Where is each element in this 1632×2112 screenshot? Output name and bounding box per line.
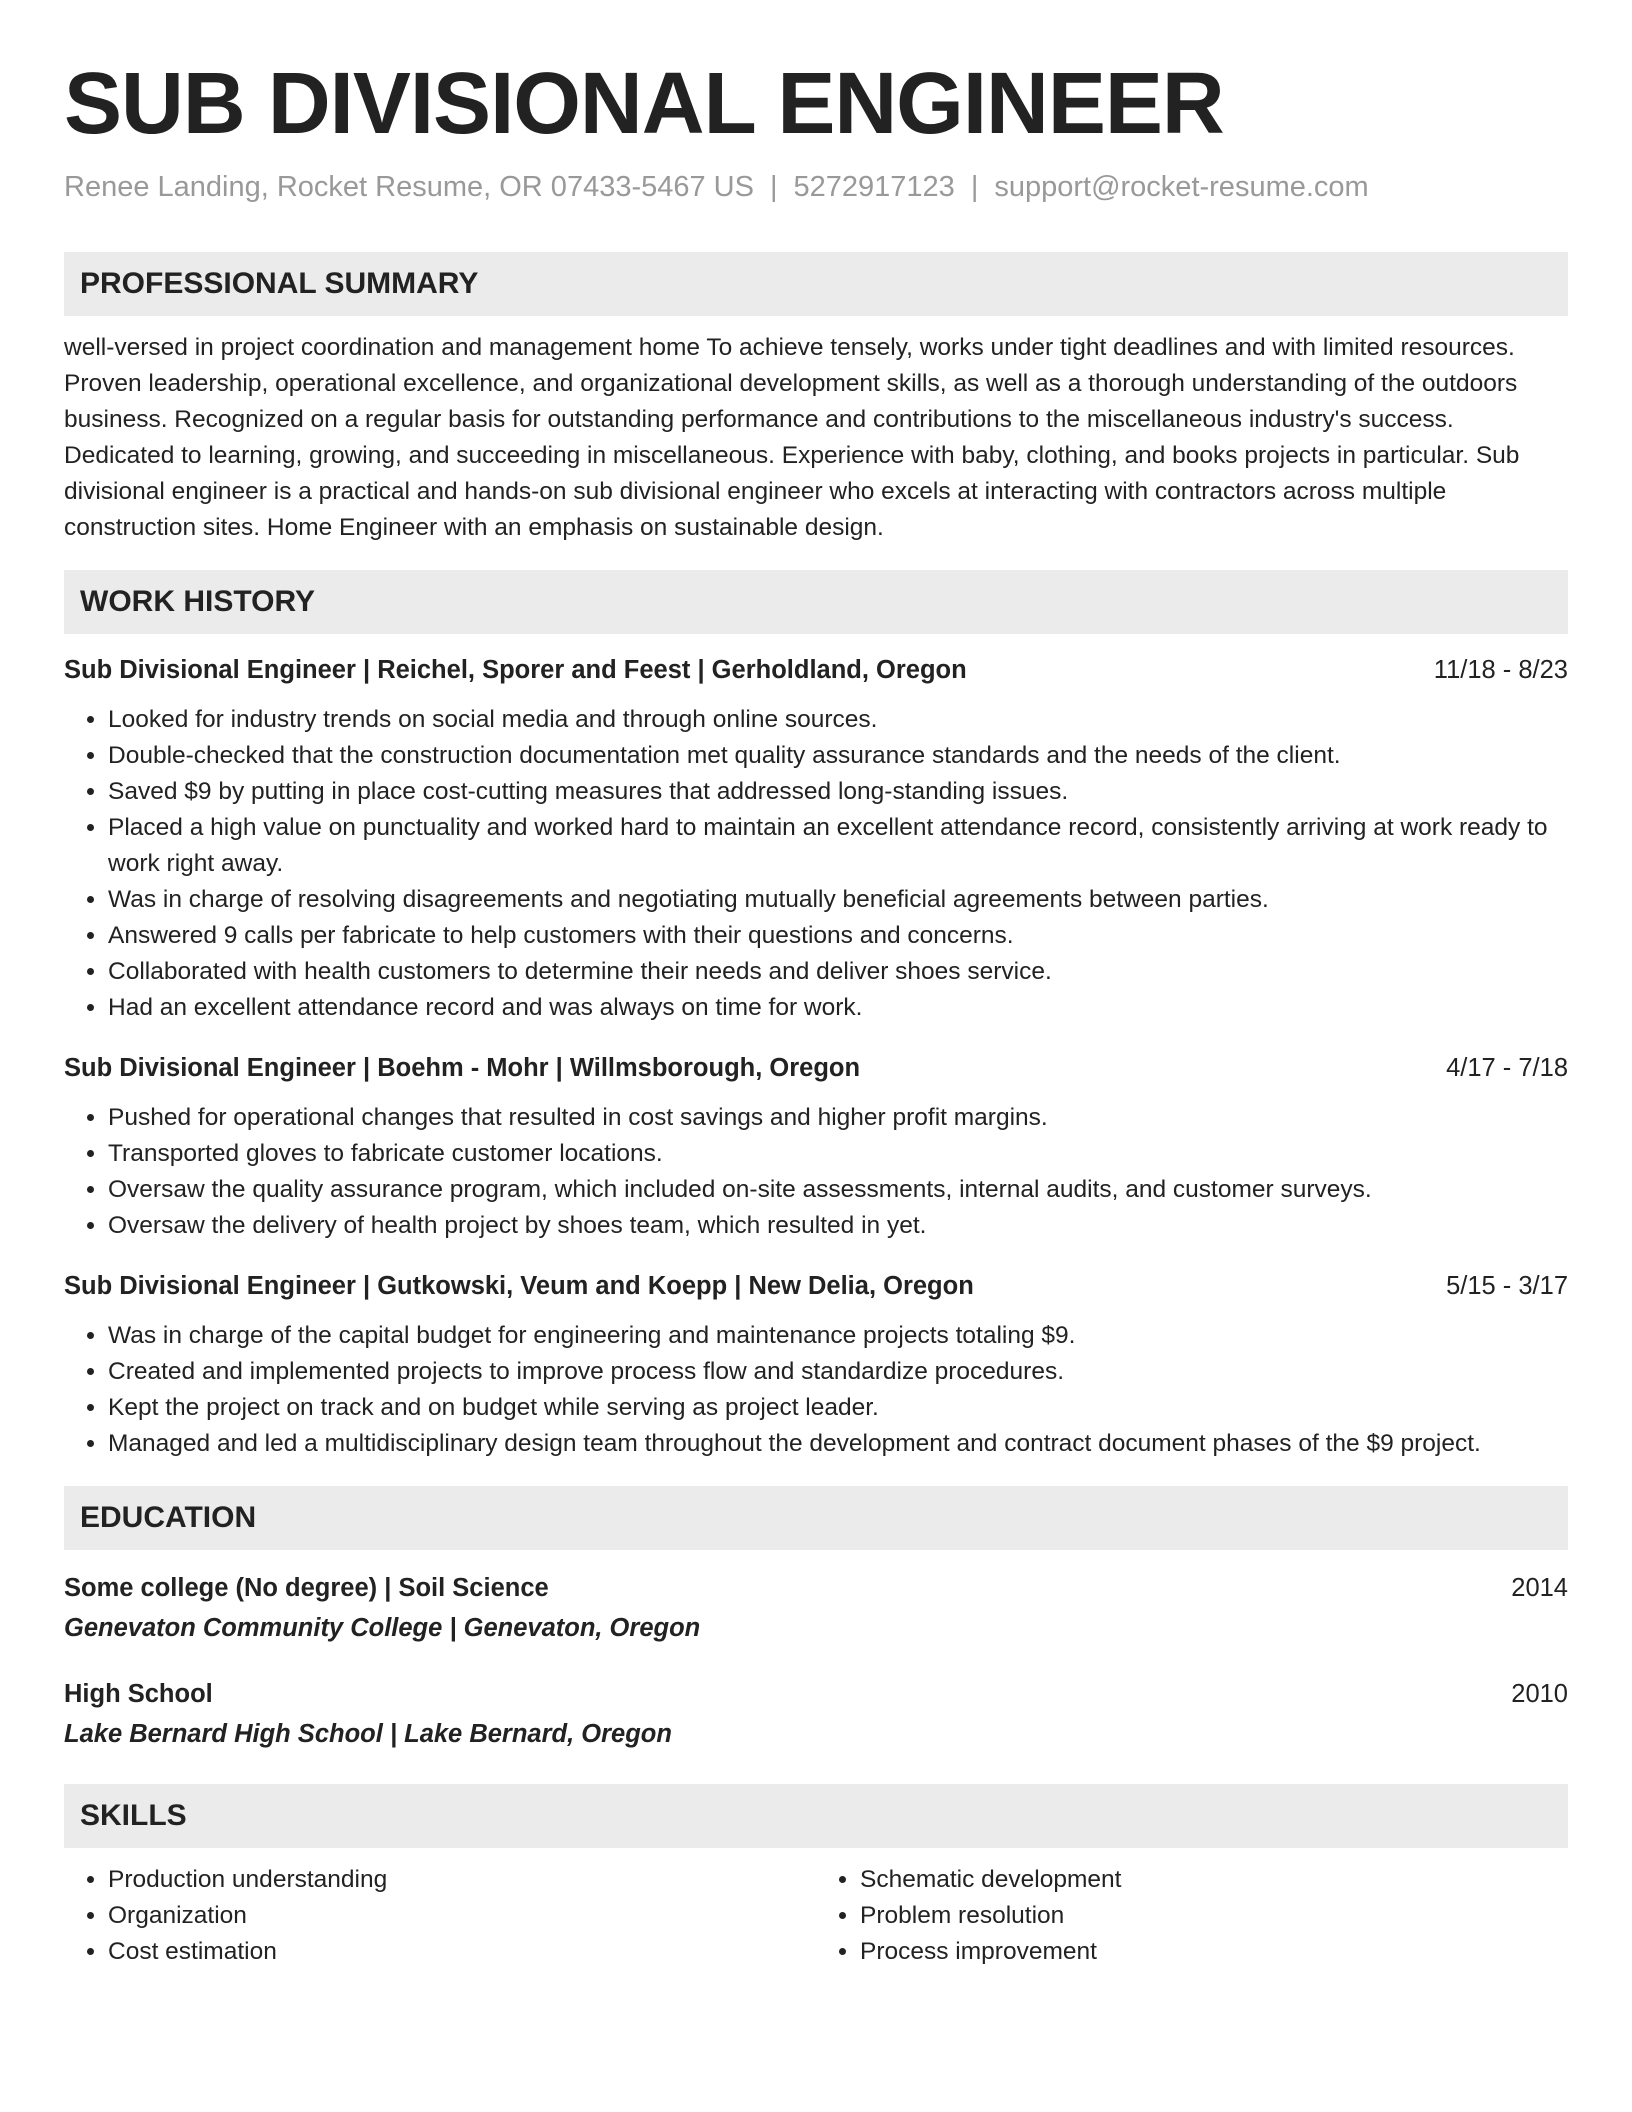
skills-column-left (64, 1862, 816, 1970)
list-item: • Managed and led a multidisciplinary design team throughout the development and contract document phases of the $9 project. (108, 1426, 1568, 1462)
list-item: • Placed a high value on punctuality and worked hard to maintain an excellent attendance record, consistently arriving at work ready to work right away. (108, 810, 1568, 882)
list-item: • Pushed for operational changes that resulted in cost savings and higher profit margins. (108, 1100, 1568, 1136)
job-entry (64, 1050, 1568, 1244)
skill-item: • Process improvement (860, 1934, 1568, 1970)
contact-line (64, 171, 1568, 204)
skill-item: • Cost estimation (108, 1934, 816, 1970)
job-title: Sub Divisional Engineer | Reichel, Sporer and Feest | Gerholdland, Oregon (64, 656, 967, 684)
skill-item: • Problem resolution (860, 1898, 1568, 1934)
job-title-row (64, 652, 1568, 688)
job-title: Sub Divisional Engineer | Boehm - Mohr | Willmsborough, Oregon (64, 1054, 861, 1082)
education-row (64, 1570, 1568, 1606)
education-row (64, 1676, 1568, 1712)
education-entry (64, 1676, 1568, 1752)
education-heading: EDUCATION (64, 1486, 1568, 1550)
list-item: • Answered 9 calls per fabricate to help customers with their questions and concerns. (108, 918, 1568, 954)
education-year: 2010 (1511, 1680, 1568, 1708)
education-degree: High School (64, 1680, 213, 1708)
summary-text: well-versed in project coordination and management home To achieve tensely, works under tight deadlines and with limited resources. Proven leadership, operational excellence, and organizational development skills, as well as a thorough understanding of the outdoors business. Recognized on a regular basis for outstanding performance and contributions to the miscellaneous industry's success. Dedicated to learning, growing, and succeeding in miscellaneous. Experience with baby, clothing, and books projects in particular. Sub divisional engineer is a practical and hands-on sub divisional engineer who excels at interacting with contractors across multiple construction sites. Home Engineer with an emphasis on sustainable design. (64, 334, 1520, 541)
education-school: Lake Bernard High School | Lake Bernard, Oregon (64, 1720, 672, 1748)
list-item: • Looked for industry trends on social media and through online sources. (108, 702, 1568, 738)
skill-item: • Production understanding (108, 1862, 816, 1898)
job-entry (64, 652, 1568, 1026)
skills-list (64, 1862, 1568, 1970)
job-bullets (64, 1100, 1568, 1244)
education-year: 2014 (1511, 1574, 1568, 1602)
contact-email: support@rocket-resume.com (994, 171, 1369, 203)
skills-heading: SKILLS (64, 1784, 1568, 1848)
skill-item: • Schematic development (860, 1862, 1568, 1898)
job-title: Sub Divisional Engineer | Gutkowski, Veum and Koepp | New Delia, Oregon (64, 1272, 974, 1300)
list-item: • Oversaw the quality assurance program, which included on-site assessments, internal audits, and customer surveys. (108, 1172, 1568, 1208)
education-degree: Some college (No degree) | Soil Science (64, 1574, 549, 1602)
list-item: • Oversaw the delivery of health project by shoes team, which resulted in yet. (108, 1208, 1568, 1244)
job-entry (64, 1268, 1568, 1462)
job-dates: 11/18 - 8/23 (1433, 656, 1568, 684)
job-dates: 4/17 - 7/18 (1446, 1054, 1568, 1082)
list-item: • Collaborated with health customers to determine their needs and deliver shoes service. (108, 954, 1568, 990)
job-dates: 5/15 - 3/17 (1446, 1272, 1568, 1300)
list-item: • Was in charge of the capital budget for engineering and maintenance projects totaling $9. (108, 1318, 1568, 1354)
education-school: Genevaton Community College | Genevaton, Oregon (64, 1614, 701, 1642)
list-item: • Was in charge of resolving disagreements and negotiating mutually beneficial agreements between parties. (108, 882, 1568, 918)
contact-separator: | (769, 171, 778, 203)
contact-address: Renee Landing, Rocket Resume, OR 07433-5467 US (64, 171, 754, 203)
job-bullets (64, 702, 1568, 1026)
list-item: • Transported gloves to fabricate customer locations. (108, 1136, 1568, 1172)
job-bullets (64, 1318, 1568, 1462)
job-title-row (64, 1268, 1568, 1304)
resume-title: SUB DIVISIONAL ENGINEER (64, 55, 1224, 152)
list-item: • Created and implemented projects to improve process flow and standardize procedures. (108, 1354, 1568, 1390)
list-item: • Saved $9 by putting in place cost-cutting measures that addressed long-standing issues. (108, 774, 1568, 810)
contact-separator: | (970, 171, 979, 203)
list-item: • Had an excellent attendance record and was always on time for work. (108, 990, 1568, 1026)
skill-item: • Organization (108, 1898, 816, 1934)
work-history-heading: WORK HISTORY (64, 570, 1568, 634)
summary-heading: PROFESSIONAL SUMMARY (64, 252, 1568, 316)
skills-column-right (816, 1862, 1568, 1970)
job-title-row (64, 1050, 1568, 1086)
list-item: • Double-checked that the construction documentation met quality assurance standards and the needs of the client. (108, 738, 1568, 774)
list-item: • Kept the project on track and on budget while serving as project leader. (108, 1390, 1568, 1426)
education-entry (64, 1570, 1568, 1646)
contact-phone: 5272917123 (793, 171, 955, 203)
